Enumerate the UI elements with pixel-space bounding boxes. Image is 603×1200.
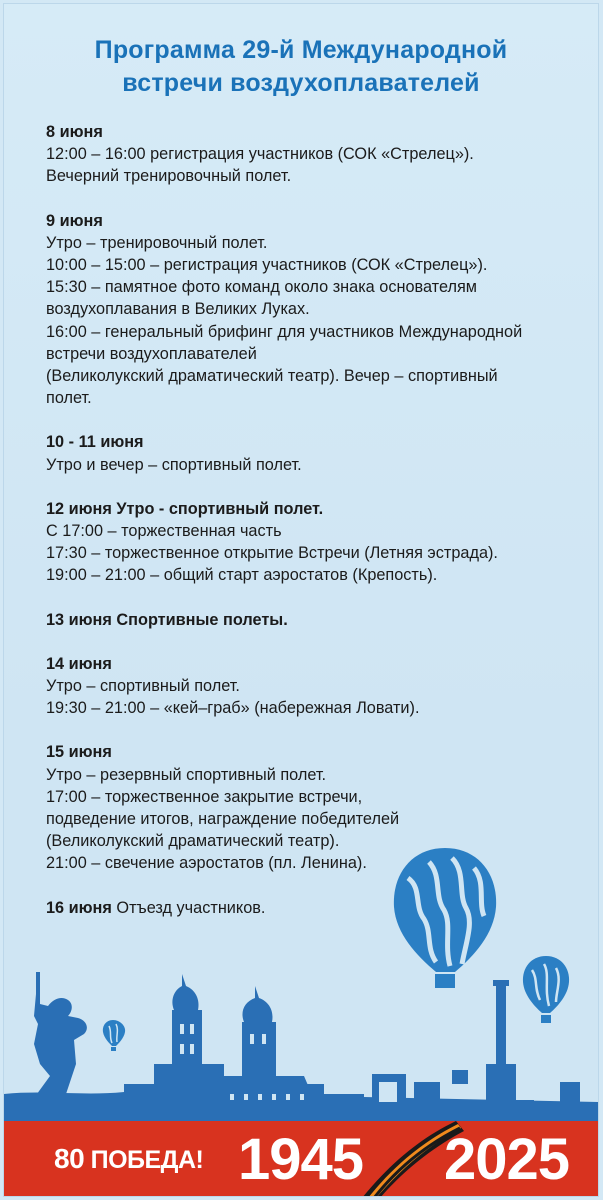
victory-slogan — [54, 1144, 203, 1175]
schedule-line: 21:00 – свечение аэростатов (пл. Ленина). — [46, 854, 367, 873]
schedule-line: Вечерний тренировочный полет. — [46, 167, 292, 186]
schedule-line: воздухоплавания в Великих Луках. — [46, 300, 310, 319]
hot-air-balloon-icon — [103, 1020, 125, 1051]
day-heading: 16 июня — [46, 898, 112, 917]
schedule-line: 10:00 – 15:00 – регистрация участников (СОК «Стрелец»). — [46, 256, 488, 275]
schedule-line: Утро – резервный спортивный полет. — [46, 765, 327, 784]
schedule-line: 17:00 – торжественное закрытие встречи, — [46, 787, 363, 806]
program-schedule — [46, 121, 566, 941]
schedule-line: 16:00 – генеральный брифинг для участников Международной — [46, 322, 523, 341]
schedule-line: 17:30 – торжественное открытие Встречи (Летняя эстрада). — [46, 544, 498, 563]
schedule-line: (Великолукский драматический театр). Вечер – спортивный — [46, 367, 498, 386]
schedule-line: 12:00 – 16:00 регистрация участников (СОК «Стрелец»). — [46, 145, 474, 164]
slogan-number: 80 — [54, 1143, 85, 1174]
page-title — [4, 34, 598, 100]
day-block — [46, 897, 566, 919]
day-heading: 8 июня — [46, 123, 103, 141]
day-block — [46, 741, 566, 874]
year-end: 2025 — [444, 1127, 570, 1192]
schedule-line: (Великолукский драматический театр). — [46, 832, 340, 851]
schedule-line: 15:30 – памятное фото команд около знака основателям — [46, 278, 477, 297]
day-block — [46, 609, 566, 631]
day-heading: 13 июня Спортивные полеты. — [46, 610, 288, 629]
day-block — [46, 210, 566, 410]
schedule-line: встречи воздухоплавателей — [46, 344, 257, 363]
schedule-line: полет. — [46, 389, 92, 408]
schedule-line: подведение итогов, награждение победителей — [46, 810, 400, 829]
schedule-line: Отъезд участников. — [111, 898, 266, 917]
schedule-line: С 17:00 – торжественная часть — [46, 522, 282, 541]
day-heading: 10 - 11 июня — [46, 433, 144, 452]
title-line-2: встречи воздухоплавателей — [122, 69, 480, 97]
schedule-line: Утро и вечер – спортивный полет. — [46, 455, 302, 474]
title-line-1: Программа 29-й Международной — [94, 36, 508, 64]
schedule-line: 19:00 – 21:00 – общий старт аэростатов (Крепость). — [46, 566, 438, 585]
day-block — [46, 121, 566, 188]
day-heading: 14 июня — [46, 654, 112, 673]
day-block — [46, 653, 566, 720]
program-poster — [3, 3, 599, 1197]
schedule-line: Утро – тренировочный полет. — [46, 233, 268, 252]
day-heading: 12 июня Утро - спортивный полет. — [46, 499, 324, 518]
city-skyline-silhouette — [4, 972, 599, 1121]
schedule-line: 19:30 – 21:00 – «кей–граб» (набережная Ловати). — [46, 699, 420, 718]
year-start: 1945 — [238, 1127, 364, 1192]
day-block — [46, 431, 566, 475]
hot-air-balloon-icon — [523, 956, 569, 1023]
building-windows — [180, 1024, 397, 1102]
day-heading: 15 июня — [46, 743, 112, 762]
slogan-text: ПОБЕДА! — [90, 1146, 204, 1174]
day-block — [46, 498, 566, 587]
schedule-line: Утро – спортивный полет. — [46, 677, 240, 696]
day-heading: 9 июня — [46, 211, 103, 230]
